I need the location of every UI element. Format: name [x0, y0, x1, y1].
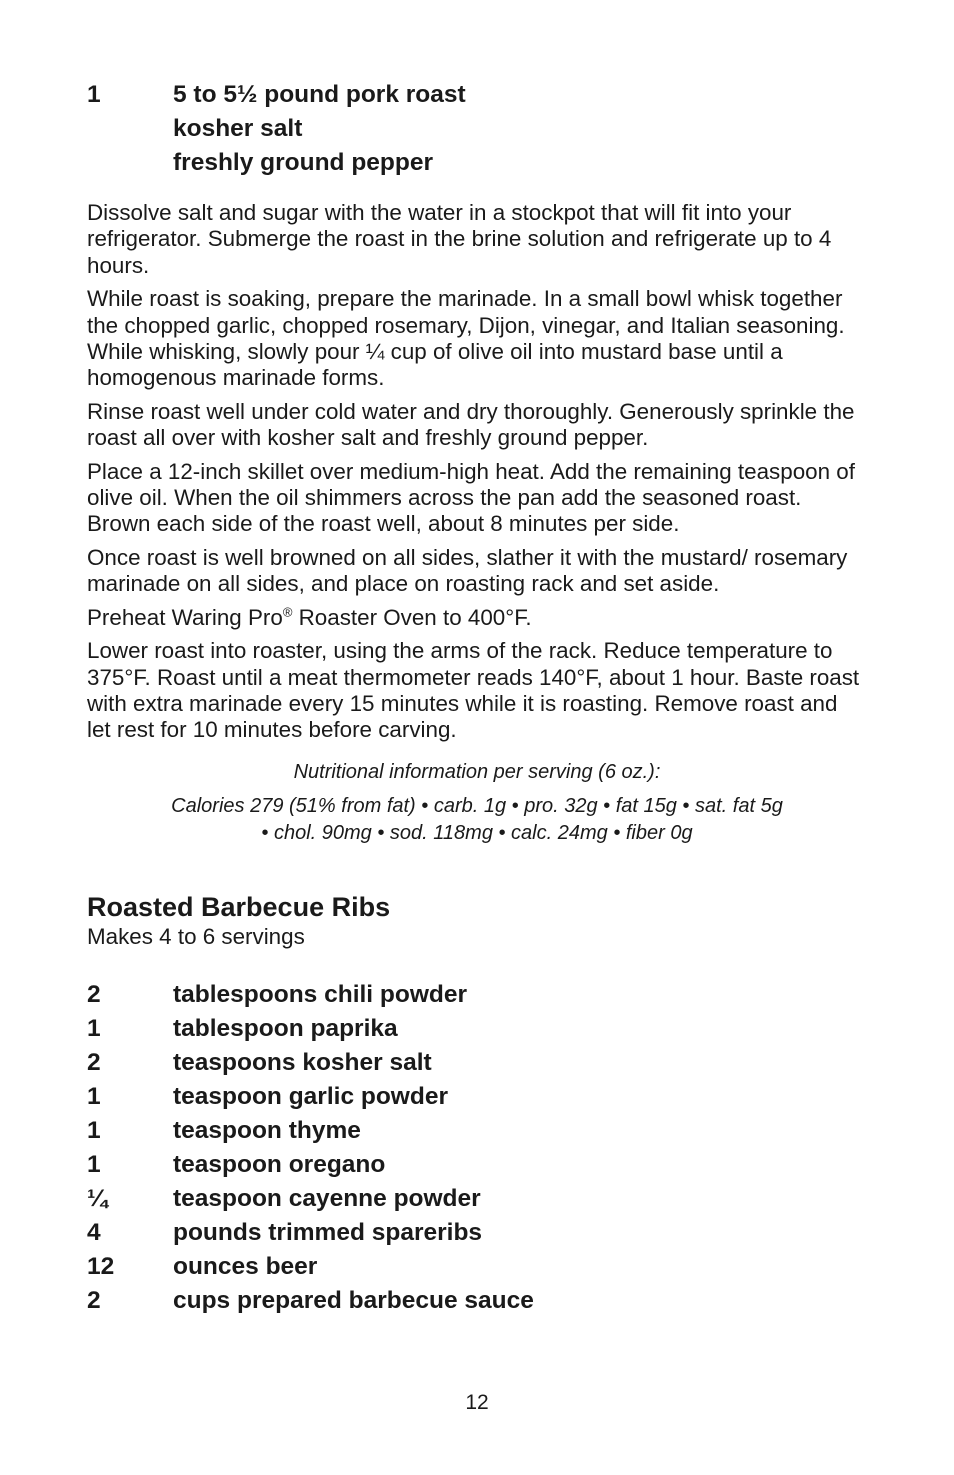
ingredient-qty: 1	[87, 1014, 101, 1042]
ingredient-item: teaspoon cayenne powder	[173, 1184, 481, 1212]
ingredient-item: kosher salt	[173, 115, 303, 142]
instruction-step: Dissolve salt and sugar with the water in a stockpot that will fit into your refrigerator. Submerge the roast in the brine solution and refrigerate up to 4 hours.	[87, 200, 832, 278]
ingredient-qty: ¼	[87, 1184, 108, 1212]
ingredient-row	[87, 146, 867, 180]
ingredient-qty: 4	[87, 1218, 101, 1246]
instruction-step: Once roast is well browned on all sides, slather it with the mustard/ rosemary marinade on all sides, and place on roasting rack and set aside.	[87, 544, 848, 597]
ingredient-qty: 1	[87, 1150, 101, 1178]
ingredient-qty	[87, 112, 173, 146]
ingredient-row	[87, 1284, 867, 1318]
ingredient-row	[87, 1250, 867, 1284]
ingredient-qty: 1	[87, 81, 101, 108]
ingredient-item: teaspoons kosher salt	[173, 1048, 432, 1076]
ingredient-qty: 1	[87, 1082, 101, 1110]
ingredient-item: teaspoon thyme	[173, 1116, 361, 1144]
instruction-step: Place a 12-inch skillet over medium-high heat. Add the remaining teaspoon of olive oil. When the oil shimmers across the pan add the seasoned roast. Brown each side of the roast well, about 8 minutes per side.	[87, 458, 855, 537]
ingredient-row	[87, 1148, 867, 1182]
ingredient-qty: 2	[87, 1048, 101, 1076]
pork-ingredient-list	[87, 78, 867, 180]
ingredient-qty: 2	[87, 1286, 101, 1314]
ingredient-row	[87, 1182, 867, 1216]
ingredient-row	[87, 1114, 867, 1148]
preheat-step	[87, 605, 867, 631]
registered-mark: ®	[282, 604, 293, 620]
ingredient-row	[87, 978, 867, 1012]
ingredient-row	[87, 1216, 867, 1250]
ingredient-item: cups prepared barbecue sauce	[173, 1286, 534, 1314]
ingredient-item: pounds trimmed spareribs	[173, 1218, 483, 1246]
recipe-title: Roasted Barbecue Ribs	[87, 891, 391, 922]
preheat-text: Preheat Waring Pro	[87, 604, 283, 630]
servings-text: Makes 4 to 6 servings	[87, 923, 305, 949]
ingredient-item: 5 to 5½ pound pork roast	[173, 81, 466, 108]
ingredient-item: teaspoon garlic powder	[173, 1082, 448, 1110]
ingredient-qty: 12	[87, 1252, 115, 1280]
instruction-step: Rinse roast well under cold water and dry thoroughly. Generously sprinkle the roast all over with kosher salt and freshly ground pepper.	[87, 398, 855, 451]
ingredient-item: tablespoons chili powder	[173, 980, 468, 1008]
ingredient-row	[87, 78, 867, 112]
ingredient-item: teaspoon oregano	[173, 1150, 386, 1178]
recipe-page	[87, 78, 867, 1318]
ingredient-qty	[87, 146, 173, 180]
nutrition-line: • chol. 90mg • sod. 118mg • calc. 24mg • fiber 0g	[261, 821, 693, 844]
ingredient-item: ounces beer	[173, 1252, 318, 1280]
instruction-step: While roast is soaking, prepare the marinade. In a small bowl whisk together the chopped garlic, chopped rosemary, Dijon, vinegar, and Italian seasoning. While whisking, slowly pour ¼ cup of olive oil into mustard base until a homogenous marinade forms.	[87, 286, 845, 391]
ingredient-row	[87, 1080, 867, 1114]
ingredient-item: freshly ground pepper	[173, 149, 434, 176]
ingredient-row	[87, 1046, 867, 1080]
ingredient-qty: 2	[87, 980, 101, 1008]
ingredient-row	[87, 112, 867, 146]
page-number: 12	[465, 1391, 489, 1414]
ingredient-item: tablespoon paprika	[173, 1014, 398, 1042]
nutrition-line: Calories 279 (51% from fat) • carb. 1g • pro. 32g • fat 15g • sat. fat 5g	[171, 794, 783, 817]
ingredient-row	[87, 1012, 867, 1046]
ingredient-qty: 1	[87, 1116, 101, 1144]
ribs-ingredient-list	[87, 978, 867, 1318]
preheat-text-end: Roaster Oven to 400°F.	[292, 604, 532, 630]
instruction-step: Lower roast into roaster, using the arms of the rack. Reduce temperature to 375°F. Roast until a meat thermometer reads 140°F, about 1 hour. Baste roast with extra marinade every 15 minutes while it is roasting. Remove roast and let rest for 10 minutes before carving.	[87, 638, 860, 743]
nutrition-heading: Nutritional information per serving (6 oz.):	[293, 760, 661, 783]
